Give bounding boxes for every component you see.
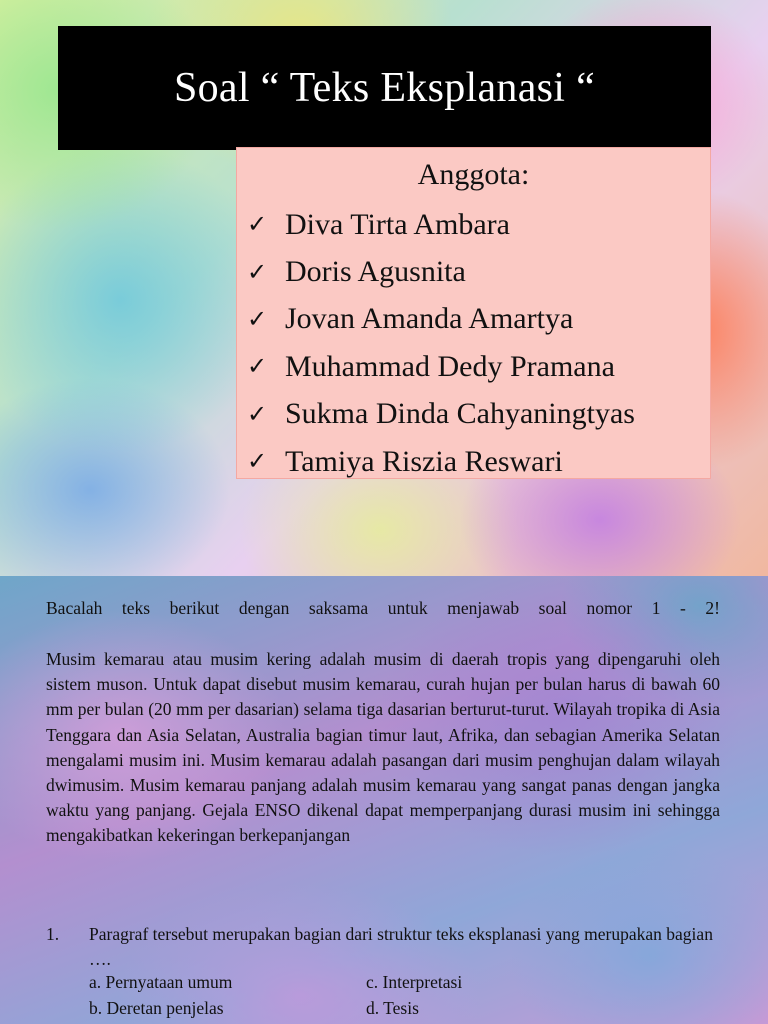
slide-title-text: Soal “ Teks Eksplanasi “ — [173, 65, 596, 111]
option-b: b. Deretan penjelas — [89, 998, 224, 1018]
member-name: Sukma Dinda Cahyaningtyas — [285, 397, 635, 431]
checkmark-icon: ✓ — [247, 449, 268, 476]
member-item — [247, 296, 635, 343]
member-item — [247, 391, 635, 438]
member-item — [247, 438, 635, 485]
slide-question — [0, 576, 768, 1024]
checkmark-icon: ✓ — [247, 354, 268, 381]
member-name: Muhammad Dedy Pramana — [285, 349, 615, 383]
reading-paragraph: Musim kemarau atau musim kering adalah musim di daerah tropis yang dipengaruhi oleh sistem muson. Untuk dapat disebut musim kemarau, curah hujan per bulan harus di bawah 60 mm per bulan (20 mm per dasarian) selama tiga dasarian berturut-turut. Wilayah tropika di Asia Tenggara dan Asia Selatan, Australia bagian timur laut, Afrika, dan sebagian Amerika Selatan mengalami musim ini. Musim kemarau adalah pasangan dari musim penghujan dalam wilayah dwimusim. Musim kemarau panjang adalah musim kemarau yang sangat panas dengan jangka waktu yang panjang. Gejala ENSO dikenal dapat memperpanjang durasi musim ini sehingga mengakibatkan kekeringan berkepanjangan — [46, 649, 720, 846]
question-text: Paragraf tersebut merupakan bagian dari struktur teks eksplanasi yang merupakan bagian …. — [89, 924, 713, 969]
checkmark-icon: ✓ — [247, 259, 268, 286]
question-number: 1. — [46, 924, 60, 944]
checkmark-icon: ✓ — [247, 306, 268, 333]
members-list — [247, 201, 635, 485]
member-name: Diva Tirta Ambara — [285, 207, 510, 241]
member-name: Jovan Amanda Amartya — [285, 302, 574, 336]
member-item — [247, 201, 635, 248]
option-a: a. Pernyataan umum — [89, 972, 233, 992]
members-panel — [236, 147, 711, 479]
member-name: Doris Agusnita — [285, 255, 466, 289]
option-c: c. Interpretasi — [366, 972, 463, 992]
member-name: Tamiya Riszia Reswari — [285, 444, 563, 478]
checkmark-icon: ✓ — [247, 212, 268, 239]
members-heading: Anggota: — [417, 158, 530, 191]
reading-instruction: Bacalah teks berikut dengan saksama untuk menjawab soal nomor 1 - 2! — [46, 598, 720, 618]
option-d: d. Tesis — [366, 998, 419, 1018]
member-item — [247, 343, 635, 390]
checkmark-icon: ✓ — [247, 401, 268, 428]
title-banner — [58, 26, 711, 150]
member-item — [247, 248, 635, 295]
